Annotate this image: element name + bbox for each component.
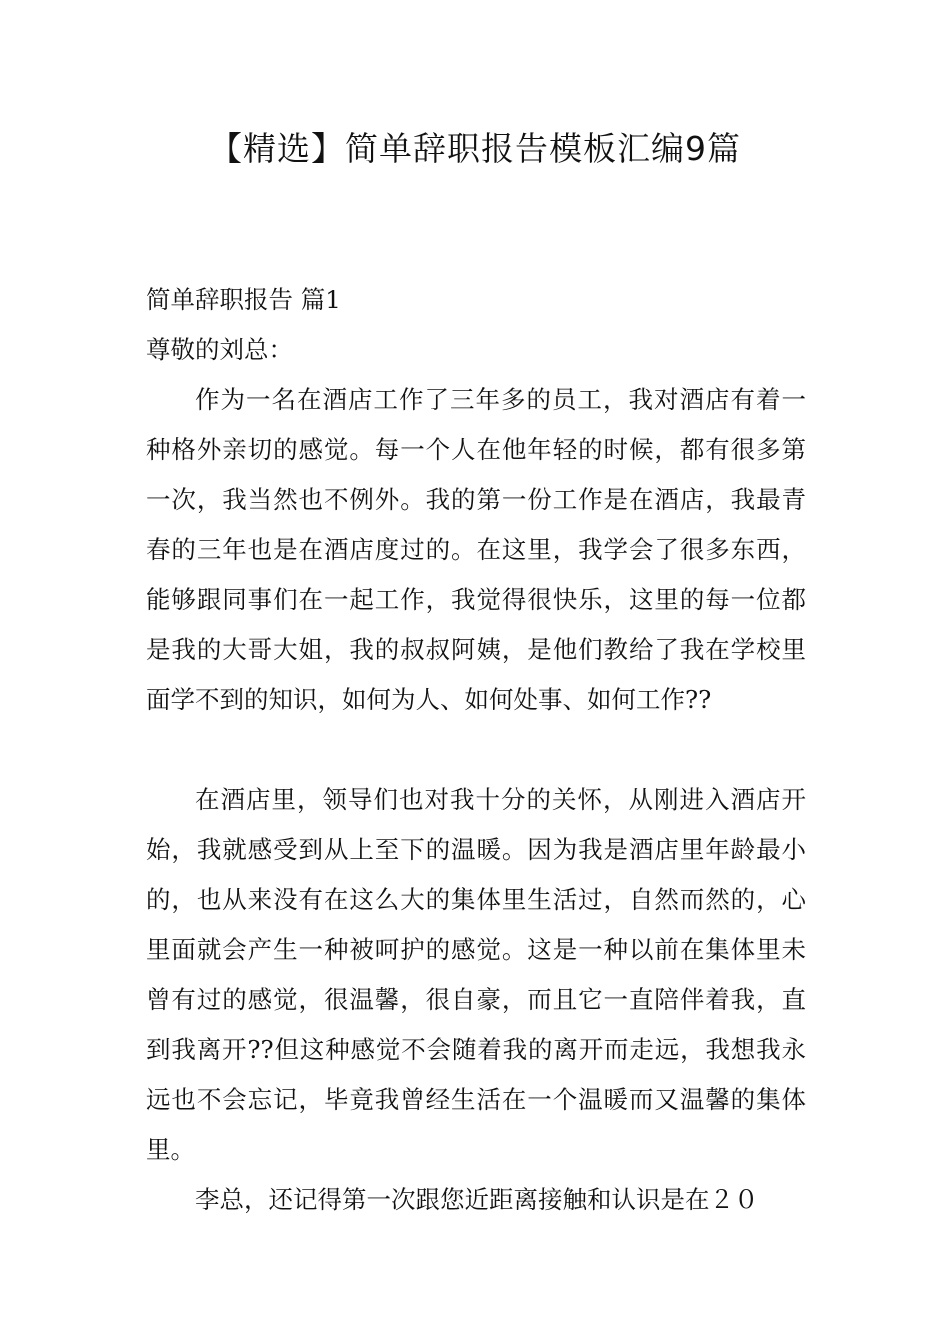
paragraph-1: 作为一名在酒店工作了三年多的员工，我对酒店有着一种格外亲切的感觉。每一个人在他年轻的时候，都有很多第一次，我当然也不例外。我的第一份工作是在酒店，我最青春的三年也是在酒店度过的。在这里，我学会了很多东西，能够跟同事们在一起工作，我觉得很快乐，这里的每一位都是我的大哥大姐，我的叔叔阿姨，是他们教给了我在学校里面学不到的知识，如何为人、如何处事、如何工作?? (146, 385, 806, 714)
section-heading: 简单辞职报告 篇1 (146, 285, 341, 314)
document-title: 【精选】简单辞职报告模板汇编9篇 (209, 129, 741, 168)
paragraph-2: 在酒店里，领导们也对我十分的关怀，从刚进入酒店开始，我就感受到从上至下的温暖。因为我是酒店里年龄最小的，也从来没有在这么大的集体里生活过，自然而然的，心里面就会产生一种被呵护的感觉。这是一种以前在集体里未曾有过的感觉，很温馨，很自豪，而且它一直陪伴着我，直到我离开??但这种感觉不会随着我的离开而走远，我想我永远也不会忘记，毕竟我曾经生活在一个温暖而又温馨的集体里。 (146, 785, 806, 1164)
paragraph-3: 李总，还记得第一次跟您近距离接触和认识是在２０ (195, 1185, 759, 1214)
salutation: 尊敬的刘总： (146, 335, 293, 364)
